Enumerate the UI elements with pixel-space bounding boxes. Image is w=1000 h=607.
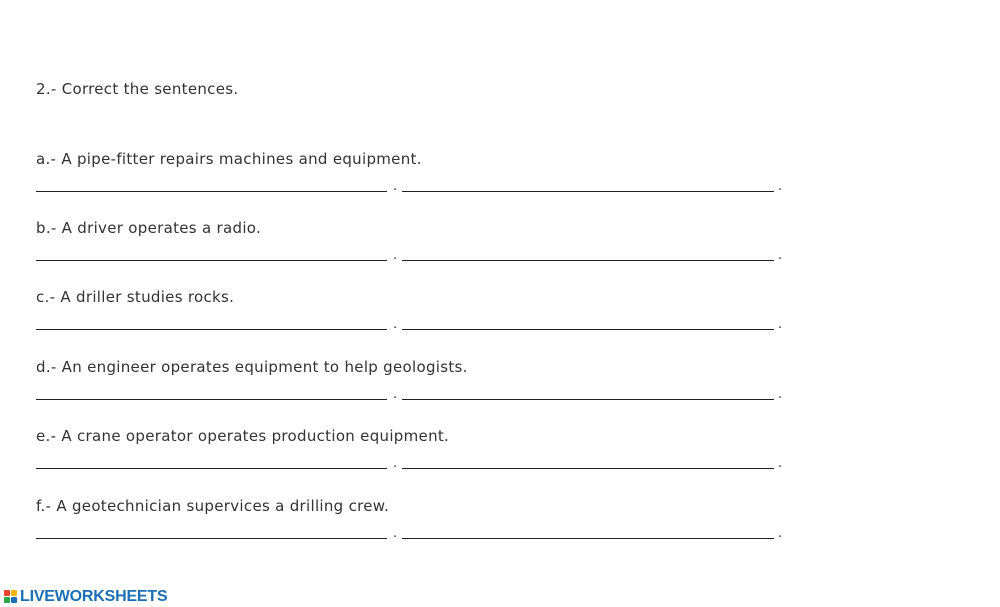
answer-row <box>36 525 796 545</box>
answer-row <box>36 247 796 267</box>
exercise-item-c <box>36 288 796 348</box>
answer-blank-1[interactable] <box>36 386 387 400</box>
answer-row <box>36 178 796 198</box>
exercise-item-b <box>36 219 796 279</box>
exercise-item-d <box>36 358 796 418</box>
answer-blank-1[interactable] <box>36 178 387 192</box>
answer-blank-2[interactable] <box>402 178 774 192</box>
separator-dot: . <box>393 526 398 541</box>
answer-row <box>36 316 796 336</box>
sentence-text: b.- A driver operates a radio. <box>36 219 262 237</box>
sentence-text: c.- A driller studies rocks. <box>36 288 235 306</box>
sentence-text: a.- A pipe-fitter repairs machines and equipment. <box>36 150 422 168</box>
end-dot: . <box>778 179 783 194</box>
answer-blank-2[interactable] <box>402 316 774 330</box>
separator-dot: . <box>393 456 398 471</box>
answer-blank-2[interactable] <box>402 247 774 261</box>
sentence-text: e.- A crane operator operates production equipment. <box>36 427 450 445</box>
separator-dot: . <box>393 317 398 332</box>
logo-grid-icon <box>4 590 18 604</box>
answer-row <box>36 386 796 406</box>
sentence-text: f.- A geotechnician supervices a drilling crew. <box>36 497 390 515</box>
exercise-item-e <box>36 427 796 487</box>
end-dot: . <box>778 387 783 402</box>
answer-blank-1[interactable] <box>36 455 387 469</box>
sentence-text: d.- An engineer operates equipment to help geologists. <box>36 358 468 376</box>
separator-dot: . <box>393 179 398 194</box>
answer-row <box>36 455 796 475</box>
exercise-item-a <box>36 150 796 210</box>
answer-blank-2[interactable] <box>402 525 774 539</box>
liveworksheets-logo <box>4 588 167 606</box>
separator-dot: . <box>393 387 398 402</box>
end-dot: . <box>778 317 783 332</box>
answer-blank-1[interactable] <box>36 316 387 330</box>
answer-blank-1[interactable] <box>36 247 387 261</box>
logo-text: LIVEWORKSHEETS <box>20 588 168 605</box>
separator-dot: . <box>393 248 398 263</box>
answer-blank-1[interactable] <box>36 525 387 539</box>
end-dot: . <box>778 248 783 263</box>
exercise-item-f <box>36 497 796 557</box>
end-dot: . <box>778 456 783 471</box>
answer-blank-2[interactable] <box>402 386 774 400</box>
end-dot: . <box>778 526 783 541</box>
answer-blank-2[interactable] <box>402 455 774 469</box>
exercise-title: 2.- Correct the sentences. <box>36 80 239 98</box>
